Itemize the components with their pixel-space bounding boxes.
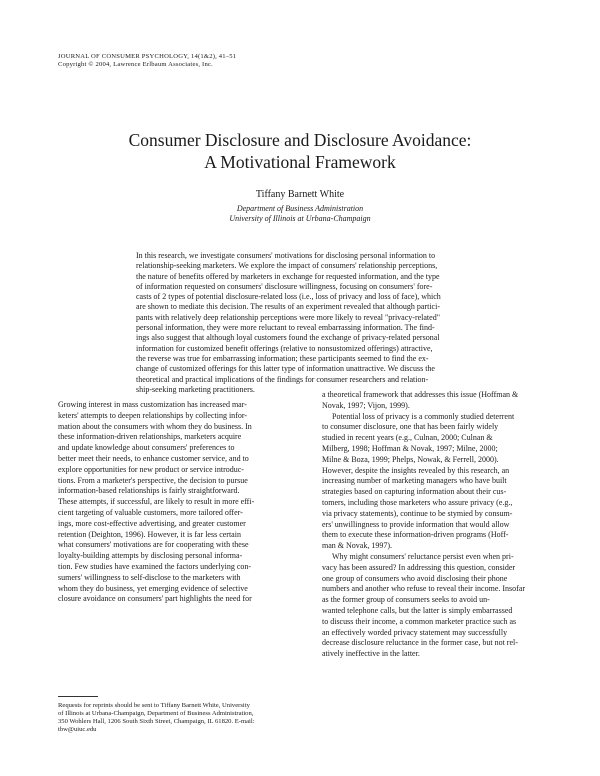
body-line: strategies based on capturing information about their cus- — [322, 487, 507, 497]
body-line: a theoretical framework that addresses this issue (Hoffman & — [322, 390, 519, 399]
body-line: retention (Deighton, 1996). However, it is far less certain — [58, 529, 241, 539]
body-line: increasing number of marketing managers who have built — [322, 476, 507, 486]
body-line: whom they do business, yet emerging evidence of selective — [58, 583, 248, 593]
author-affiliation — [0, 204, 600, 224]
footnote-divider — [58, 696, 98, 697]
footnote-line: Requests for reprints should be sent to Tiffany Barnett White, University — [58, 702, 250, 709]
abstract-line: change of customized offerings for this latter type of information unattractive. We discuss the — [136, 364, 435, 374]
body-line: ers' unwillingness to provide information that would allow — [322, 519, 510, 529]
body-line: cient targeting of valuable customers, more tailored offer- — [58, 507, 243, 517]
body-line: Milne & Boza, 1999; Phelps, Nowak, & Ferrell, 2000). — [322, 454, 499, 464]
abstract-line: pants with relatively deep relationship perceptions were more likely to reveal "privacy-related" — [136, 312, 440, 322]
footnote-line: 350 Wohlers Hall, 1206 South Sixth Street, Champaign, IL 61820. E-mail: — [58, 718, 255, 725]
body-line: to consumer disclosure, one that has been fairly widely — [322, 422, 499, 432]
abstract-line: theoretical and practical implications of the findings for consumer researchers and relation- — [136, 374, 429, 384]
body-line: them to execute these information-driven programs (Hoff- — [322, 530, 509, 540]
abstract-line: In this research, we investigate consumers' motivations for disclosing personal information to — [136, 251, 436, 260]
body-line: Novak, 1997; Vijon, 1999). — [322, 400, 410, 410]
body-line: Milberg, 1998; Hoffman & Novak, 1997; Milne, 2000; — [322, 443, 498, 453]
body-line: decrease disclosure reluctance in the former case, but not rel- — [322, 638, 518, 648]
body-line: an effectively worded privacy statement may successfully — [322, 627, 508, 637]
journal-citation: JOURNAL OF CONSUMER PSYCHOLOGY, 14(1&2), 41–51 — [58, 53, 237, 60]
body-line: sumers' willingness to self-disclose to the marketers with — [58, 572, 241, 582]
body-line: tions. From a marketer's perspective, the decision to pursue — [58, 475, 248, 485]
body-line: vacy has been assured? In addressing this question, consider — [322, 562, 516, 572]
university: University of Illinois at Urbana-Champaign — [229, 214, 371, 223]
abstract-line: ings also suggest that although loyal customers found the exchange of privacy-related personal — [136, 333, 440, 343]
abstract-line: the reverse was true for embarrassing information; these participants seemed to find the ex- — [136, 353, 429, 363]
abstract-line: casts of 2 types of potential disclosure-related loss (i.e., loss of privacy and loss of face), which — [136, 292, 441, 302]
body-line: via privacy statements), continue to be stymied by consum- — [322, 508, 513, 518]
abstract-line: relationship-seeking marketers. We explore the impact of consumers' relationship perceptions, — [136, 261, 438, 271]
body-line: tomers, including those marketers who assure privacy (e.g., — [322, 497, 513, 507]
body-line: and update knowledge about consumers' preferences to — [58, 443, 235, 453]
body-line: Growing interest in mass customization has increased mar- — [58, 400, 247, 409]
body-line: atively ineffective in the latter. — [322, 649, 420, 659]
body-line: one group of consumers who avoid disclosing their phone — [322, 573, 508, 583]
body-line: ings, more cost-effective advertising, and greater customer — [58, 518, 246, 528]
body-line: closure avoidance on consumers' part highlights the need for — [58, 594, 252, 604]
body-left-column — [58, 400, 305, 605]
body-line: loyalty-building attempts by disclosing personal informa- — [58, 551, 243, 561]
body-line: keters' attempts to deepen relationships by collecting infor- — [58, 410, 248, 420]
body-line: studied in recent years (e.g., Culnan, 2000; Culnan & — [322, 433, 493, 443]
body-line: as the former group of consumers seeks to avoid un- — [322, 595, 490, 605]
abstract-line: are shown to mediate this decision. The results of an experiment revealed that although partici- — [136, 302, 440, 312]
abstract-line: information for customized benefit offerings (relative to nonsustomized offerings) attractive, — [136, 343, 433, 353]
paper-title — [0, 129, 600, 173]
department: Department of Business Administration — [236, 204, 364, 213]
body-line: These attempts, if successful, are likely to result in more effi- — [58, 497, 255, 507]
footnote — [58, 702, 308, 734]
body-line: numbers and another who refuse to reveal their income. Insofar — [322, 584, 526, 594]
abstract-line: of information requested on consumers' disclosure willingness, focusing on consumers' fore- — [136, 281, 433, 291]
footnote-email[interactable]: tbw@uiuc.edu — [58, 726, 97, 733]
abstract-line: personal information, they were more reluctant to reveal embarrassing information. The find- — [136, 323, 435, 333]
body-line: to discuss their income, a common marketer practice such as — [322, 616, 517, 626]
title-line-2: A Motivational Framework — [204, 152, 396, 172]
body-line: tion. Few studies have examined the factors underlying con- — [58, 561, 252, 571]
body-line: explore opportunities for new product or service introduc- — [58, 464, 244, 474]
body-line: Potential loss of privacy is a commonly studied deterrent — [332, 411, 515, 421]
body-line: mation about the consumers with whom they do business. In — [58, 421, 252, 431]
author-name: Tiffany Barnett White — [255, 189, 345, 200]
body-line: better meet their needs, to enhance customer service, and to — [58, 453, 249, 463]
body-line: Why might consumers' reluctance persist even when pri- — [332, 551, 514, 561]
abstract-line: the nature of benefits offered by marketers in exchange for requested information, and the type — [136, 271, 440, 281]
body-right-column — [322, 390, 549, 660]
body-line: man & Novak, 1997). — [322, 541, 392, 551]
body-line: information-based relationships is fairly straightforward. — [58, 486, 240, 496]
body-line: these information-driven relationships, marketers acquire — [58, 432, 242, 442]
journal-header — [58, 53, 236, 69]
footnote-line: of Illinois at Urbana-Champaign, Department of Business Administration, — [58, 710, 254, 717]
body-line: However, despite the insights revealed by this research, an — [322, 465, 510, 475]
title-line-1: Consumer Disclosure and Disclosure Avoidance: — [128, 130, 472, 150]
abstract — [136, 251, 465, 395]
body-line: wanted telephone calls, but the latter is simply embarrassed — [322, 605, 513, 615]
body-line: what consumers' motivations are for cooperating with these — [58, 540, 249, 550]
abstract-line: ship-seeking marketing practitioners. — [136, 384, 255, 394]
copyright-notice: Copyright © 2004, Lawrence Erlbaum Associates, Inc. — [58, 61, 213, 68]
